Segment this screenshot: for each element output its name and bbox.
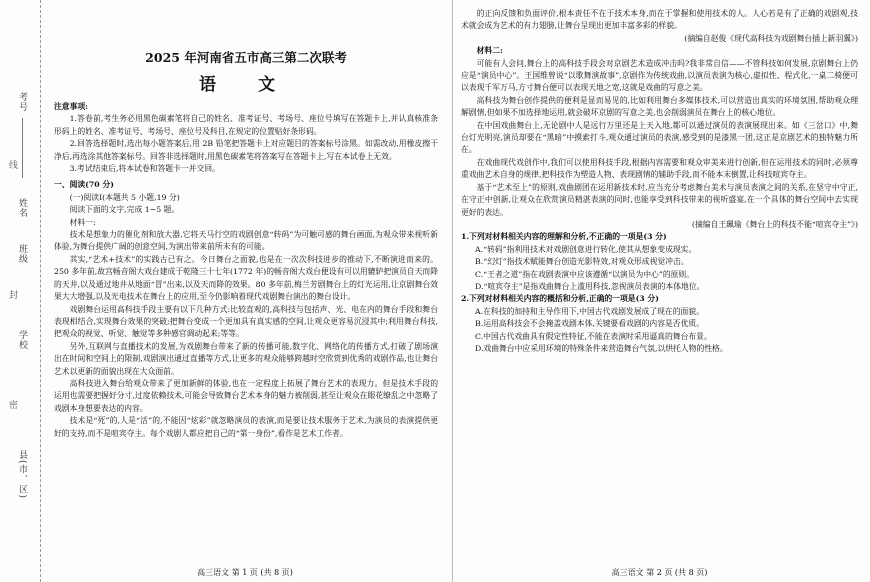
question-1-option-d: D.“喧宾夺主”是指戏曲舞台上滥用科技,忽视演员表演的本体地位。	[475, 281, 705, 291]
banji-label: 班级	[17, 244, 27, 264]
exam-title: 2025 年河南省五市高三第二次联考	[145, 50, 347, 65]
subsection-heading: (一)阅读Ⅰ(本题共 5 小题,19 分)	[69, 192, 180, 202]
xianqu-label: 县(市、区)	[17, 450, 27, 500]
instruction: 阅读下面的文字,完成 1~5 题。	[69, 205, 180, 215]
paragraph: 可能有人会问,舞台上的高科技手段会对京剧艺术造成冲击吗?我非常自信——不管科技如何发展,京剧舞台上仍应是“演员中心”。王国维曾说“以歌舞演故事”,京剧作为传统戏曲,以演员表演为核心,虚拟性、程式化,一桌二椅便可以表现千军万马,方寸舞台便可以表现天地之宽,这就是戏曲的写意之美。	[461, 58, 858, 93]
kaohao-label: 考号	[17, 92, 27, 112]
source-note: (摘编自王珮瑜《舞台上的科技不能“喧宾夺主”》)	[691, 219, 858, 229]
page-footer: 高三语文 第 1 页 (共 8 页)	[197, 568, 293, 577]
paragraph: 高科技为舞台创作提供的便利是显而易见的,比如利用舞台多媒体技术,可以营造出真实的环境氛围,帮助观众理解剧情,但如果不加选择地运用,就会破坏京剧的写意之美,也会削弱演员在舞台上的核心地位。	[461, 95, 858, 118]
page-footer: 高三语文 第 2 页 (共 8 页)	[611, 568, 708, 577]
subject-title: 语 文	[199, 75, 293, 95]
question-1: 1.下列对材料相关内容的理解和分析,不正确的一项是(3 分)	[461, 232, 667, 242]
question-1-option-c: C.“王者之道”指在戏剧表演中应该遵循“以演员为中心”的原则。	[475, 269, 695, 279]
seal-char-feng: 封	[7, 290, 17, 299]
paragraph: 戏剧舞台运用高科技手段主要有以下几种方式:比较直观的,高科技与包括声、光、电在内的舞台手段和舞台表现相结合,实现舞台效果的突破;把舞台变成一个更加具有真实感的空间,让观众更容易沉浸其中;利用舞台科技,把观众的视觉、听觉、触觉等多种感官调动起来;等等。	[54, 304, 438, 339]
page-1	[44, 0, 446, 582]
paragraph: 其实,“艺术+技术”的实践古已有之。今日舞台之面貌,也是在一次次科技进步的推动下,不断演进而来的。250 多年前,故宫畅音阁大戏台建成于乾隆三十七年(1772 年)的畅音阁大戏台便设有可以用辘轳把演员自天而降的天井,以及通过地井从地面“冒”出来,以及天而降的效果。80 多年前,梅兰芳剧舞台上的灯光运用,让京剧舞台效果大大增强,以及光电技术在舞台上的应用,至今仍影响着现代戏剧舞台演出的舞台设计。	[54, 254, 438, 302]
question-2-option-b: B.运用高科技会不会掩盖戏剧本体,关键要看戏剧的内容是否优质。	[475, 319, 704, 329]
question-2-option-a: A.在科技的加持和主导作用下,中国古代戏剧发展成了现在的面貌。	[475, 306, 704, 316]
paragraph: 在戏曲现代戏创作中,我们可以使用科技手段,根据内容需要和观众审美来进行创新,但在运用技术的同时,必须尊重戏曲艺术自身的规律,把科技作为塑造人物、表现剧情的辅助手段,而不能本末倒置,让科技喧宾夺主。	[461, 157, 858, 180]
kaohao-line	[22, 118, 23, 178]
notice-item-2: 2.回答选择题时,选出每小题答案后,用 2B 铅笔把答题卡上对应题目的答案标号涂黑。如需改动,用橡皮擦干净后,再选涂其他答案标号。回答非选择题时,用黑色碳素笔将答案写在答题卡上,写在本试卷上无效。	[54, 139, 438, 161]
notice-item-1: 1.答卷前,考生务必用黑色碳素笔将自己的姓名、准考证号、考场号、座位号填写在答题卡上,并认真核准条形码上的姓名、准考证号、考场号、座位号及科目,在规定的位置贴好条形码。	[54, 114, 438, 136]
question-2-option-c: C.中国古代戏曲具有假定性特征,不能在表演时采用逼真的舞台布景。	[475, 331, 712, 341]
paragraph: 在中国戏曲舞台上,无论剧中人是远行万里还是上天入地,都可以通过演员的表演展现出来。如《三岔口》中,舞台灯光明亮,演员却要在“黑暗”中摸索打斗,观众通过演员的表演,感受到的是漆黑一团,这正是京剧艺术的独特魅力所在。	[461, 120, 858, 155]
material-2-title: 材料二:	[476, 46, 503, 56]
paragraph: 技术是“死”的,人是“活”的,不能因“炫彩”就忽略演员的表演,而是要让技术服务于艺术,为演员的表演提供更好的支持,而不是喧宾夺主。每个戏剧人都应把自己的“第一身份”,看作是艺术工作者。	[54, 416, 438, 438]
binding-margin	[0, 0, 41, 582]
paragraph: 基于“艺术至上”的原则,戏曲剧团在运用新技术时,应当充分考虑舞台美术与演员表演之间的关系,在坚守中守正,在守正中创新,让观众在欣赏演员精湛表演的同时,也能享受到科技带来的视听盛宴,在一个具体的舞台空间中去实现更好的表达。	[461, 182, 858, 217]
page-2	[452, 0, 866, 582]
seal-char-xian: 线	[7, 160, 17, 169]
source-note: (摘编自赵俊《现代高科技为戏剧舞台插上新羽翼》)	[684, 33, 858, 43]
question-2: 2.下列对材料相关内容的概括和分析,正确的一项是(3 分)	[461, 294, 659, 304]
question-1-option-b: B.“幻灯”指技术赋能舞台创造光影特效,对观众形成视觉冲击。	[475, 257, 689, 267]
question-1-option-a: A.“转码”指利用技术对戏剧创意进行转化,使其从想象变成现实。	[475, 244, 697, 254]
material-1-title: 材料一:	[69, 217, 96, 227]
paragraph: 另外,互联网与直播技术的发展,为戏剧舞台带来了新的传播可能,数字化、网络化的传播方式,打破了剧场演出在时间和空间上的限制,戏剧演出通过直播等方式,让更多的观众能够跨越时空欣赏到优秀的戏剧作品,也让舞台艺术以更新的面貌出现在大众面前。	[54, 341, 438, 376]
seal-char-mi: 密	[7, 400, 17, 409]
paragraph: 高科技进入舞台给观众带来了更加新鲜的体验,也在一定程度上拓展了舞台艺术的表现力。但是技术手段的运用也需要把握好分寸,过度依赖技术,可能会导致舞台艺术本身的魅力被削弱,甚至让观众在眼花缭乱之中忽略了戏剧本身想要表达的内容。	[54, 378, 438, 413]
notice-title: 注意事项:	[54, 102, 89, 111]
notice-item-3: 3.考试结束后,将本试卷和答题卡一并交回。	[69, 164, 220, 174]
xingming-label: 姓名	[17, 198, 27, 218]
paragraph: 的正向反馈和负面评价,根本责任不在于技术本身,而在于掌握和使用技术的人。人心若是有了正确的戏剧观,技术就会成为艺术的有力翅膀,让舞台呈现出更加丰富多彩的样貌。	[461, 9, 858, 31]
xuexiao-label: 学校	[17, 330, 27, 350]
paragraph: 技术是想象力的催化剂和放大器,它将天马行空的戏剧创意“转码”为可触可感的舞台画面,为观众带来视听新体验,为舞台提供广阔的创意空间,为演出带来前所未有的可能。	[54, 230, 438, 252]
section-heading: 一、阅读(70 分)	[54, 180, 114, 190]
question-2-option-d: D.戏曲舞台中应采用环境的特殊条件来营造舞台气氛,以烘托人物的性格。	[475, 343, 728, 353]
